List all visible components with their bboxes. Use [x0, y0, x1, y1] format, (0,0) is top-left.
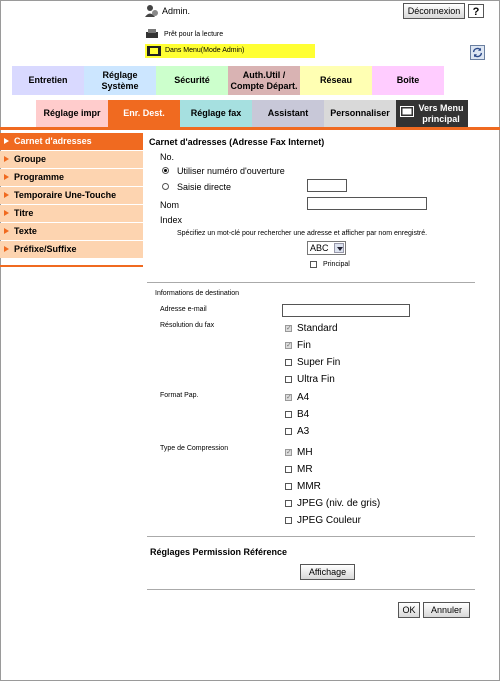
- compression-jpeg-gray-label: JPEG (niv. de gris): [297, 498, 381, 509]
- subtab-reglage-fax[interactable]: Réglage fax: [180, 100, 252, 127]
- compression-jpeg-gray-checkbox[interactable]: [285, 500, 292, 507]
- compression-mr-label: MR: [297, 464, 313, 475]
- sidebar-item-prefixe[interactable]: Préfixe/Suffixe: [0, 241, 143, 258]
- arrow-right-icon: [4, 246, 9, 252]
- tab-auth-util[interactable]: Auth.Util / Compte Départ.: [228, 66, 300, 95]
- subtab-personnaliser[interactable]: Personnaliser: [324, 100, 396, 127]
- fax-res-fin-checkbox[interactable]: ✓: [286, 342, 292, 349]
- direct-entry-input[interactable]: [307, 179, 347, 192]
- no-label: No.: [160, 152, 175, 162]
- display-button[interactable]: Affichage: [300, 564, 355, 580]
- admin-label: Admin.: [162, 6, 191, 16]
- tab-boite[interactable]: Boîte: [372, 66, 444, 95]
- tab-entretien[interactable]: Entretien: [12, 66, 84, 95]
- paper-a4-checkbox[interactable]: ✓: [286, 394, 292, 401]
- index-label: Index: [160, 215, 183, 225]
- fax-res-standard-checkbox[interactable]: ✓: [286, 325, 292, 332]
- subtab-reglage-impr[interactable]: Réglage impr: [36, 100, 108, 127]
- sidebar-item-carnet[interactable]: Carnet d'adresses: [0, 133, 143, 150]
- subtab-main-menu[interactable]: [396, 100, 468, 127]
- name-input[interactable]: [307, 197, 427, 210]
- direct-entry-label: Saisie directe: [177, 182, 232, 192]
- email-label: Adresse e-mail: [160, 306, 207, 313]
- email-input[interactable]: [282, 304, 410, 317]
- principal-label: Principal: [323, 261, 350, 268]
- admin-mode-icon: [147, 46, 161, 56]
- printer-icon: [145, 29, 159, 39]
- use-number-radio[interactable]: [162, 167, 169, 174]
- compression-mmr-label: MMR: [297, 481, 321, 492]
- compression-label: Type de Compression: [160, 445, 229, 452]
- fax-res-superfin-checkbox[interactable]: [285, 359, 292, 366]
- sidebar-item-groupe[interactable]: Groupe: [0, 151, 143, 168]
- mode-text: Dans Menu(Mode Admin): [165, 47, 245, 54]
- tab-underline: [0, 127, 500, 130]
- section-divider-3: [147, 589, 475, 590]
- paper-a3-label: A3: [297, 426, 310, 437]
- logout-button[interactable]: Déconnexion: [403, 3, 465, 19]
- fax-res-fin-label: Fin: [297, 340, 311, 351]
- main-menu-icon: [400, 106, 414, 117]
- name-label: Nom: [160, 200, 180, 210]
- arrow-right-icon: [4, 228, 9, 234]
- paper-b4-checkbox[interactable]: [285, 411, 292, 418]
- ok-button[interactable]: OK: [398, 602, 420, 618]
- svg-text:?: ?: [472, 6, 480, 18]
- arrow-right-icon: [4, 192, 9, 198]
- direct-entry-radio[interactable]: [162, 183, 169, 190]
- paper-b4-label: B4: [297, 409, 310, 420]
- arrow-right-icon: [4, 174, 9, 180]
- permission-title: Réglages Permission Référence: [150, 547, 288, 557]
- compression-jpeg-color-label: JPEG Couleur: [297, 515, 361, 526]
- main-menu-label: Vers Menu principal: [418, 102, 464, 124]
- form-title: Carnet d'adresses (Adresse Fax Internet): [149, 137, 325, 147]
- sidebar-item-temporaire[interactable]: Temporaire Une-Touche: [0, 187, 143, 204]
- compression-mh-label: MH: [297, 447, 313, 458]
- fax-res-ultrafin-label: Ultra Fin: [297, 374, 335, 385]
- dest-info-label: Informations de destination: [155, 290, 240, 297]
- section-divider-2: [147, 536, 475, 537]
- tab-reglage-systeme[interactable]: Réglage Système: [84, 66, 156, 95]
- status-text: Prêt pour la lecture: [164, 31, 224, 38]
- cancel-button[interactable]: Annuler: [423, 602, 470, 618]
- chevron-down-icon: [334, 243, 344, 253]
- admin-user-icon: [145, 4, 159, 18]
- sidebar-divider: [0, 265, 143, 267]
- refresh-icon[interactable]: [470, 45, 485, 60]
- tab-reseau[interactable]: Réseau: [300, 66, 372, 95]
- fax-res-ultrafin-checkbox[interactable]: [285, 376, 292, 383]
- index-select[interactable]: [307, 241, 346, 255]
- use-number-label: Utiliser numéro d'ouverture: [177, 166, 285, 176]
- fax-resolution-label: Résolution du fax: [160, 322, 215, 329]
- subtab-assistant[interactable]: Assistant: [252, 100, 324, 127]
- subtab-enr-dest[interactable]: Enr. Dest.: [108, 100, 180, 127]
- principal-checkbox[interactable]: [310, 261, 317, 268]
- fax-res-superfin-label: Super Fin: [297, 357, 341, 368]
- sidebar-item-texte[interactable]: Texte: [0, 223, 143, 240]
- compression-mmr-checkbox[interactable]: [285, 483, 292, 490]
- arrow-right-icon: [4, 210, 9, 216]
- compression-jpeg-color-checkbox[interactable]: [285, 517, 292, 524]
- index-hint: Spécifiez un mot-clé pour rechercher une adresse et afficher par nom enregistré.: [177, 230, 428, 237]
- arrow-right-icon: [4, 138, 9, 144]
- sidebar-item-programme[interactable]: Programme: [0, 169, 143, 186]
- sidebar-item-titre[interactable]: Titre: [0, 205, 143, 222]
- paper-a3-checkbox[interactable]: [285, 428, 292, 435]
- section-divider: [147, 282, 475, 283]
- compression-mh-checkbox[interactable]: ✓: [286, 449, 292, 456]
- compression-mr-checkbox[interactable]: [285, 466, 292, 473]
- paper-a4-label: A4: [297, 392, 310, 403]
- index-select-value: ABC: [310, 243, 329, 253]
- tab-securite[interactable]: Sécurité: [156, 66, 228, 95]
- help-icon[interactable]: [468, 4, 484, 18]
- paper-format-label: Format Pap.: [160, 392, 199, 399]
- arrow-right-icon: [4, 156, 9, 162]
- fax-res-standard-label: Standard: [297, 323, 338, 334]
